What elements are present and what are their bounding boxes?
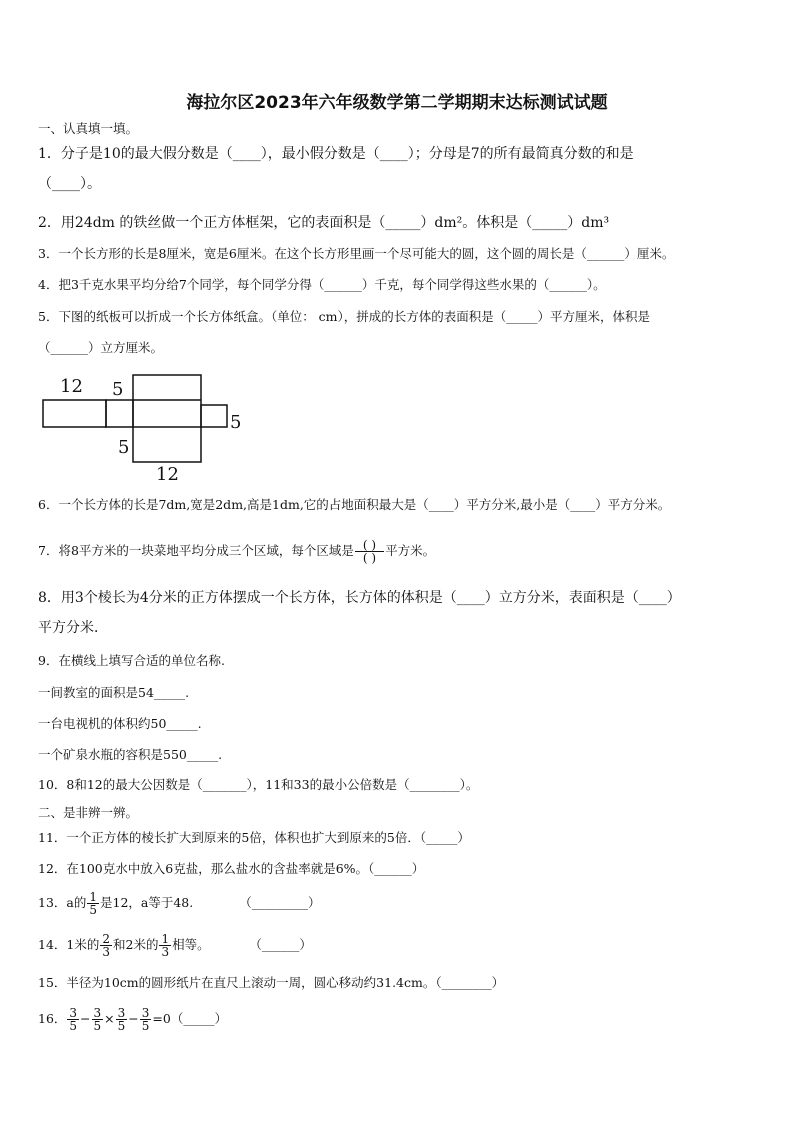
fraction-denominator: 5	[117, 1019, 126, 1033]
question-14	[38, 930, 764, 960]
net-label-5-right: 5	[230, 412, 242, 433]
question-16-fraction-1	[67, 1007, 79, 1032]
page-title: 海拉尔区2023年六年级数学第二学期期末达标测试试题	[186, 93, 608, 113]
question-3: 3．一个长方形的长是8厘米，宽是6厘米。在这个长方形里画一个尽可能大的圆，这个圆的周长是（______）厘米。	[38, 246, 675, 261]
minus-operator: −	[128, 1011, 139, 1026]
section-heading-fill: 一、认真填一填。	[38, 121, 139, 136]
fraction-denominator: 5	[69, 1019, 78, 1033]
question-13-answer-blank: （_________）	[239, 895, 321, 910]
question-7	[38, 536, 764, 566]
question-14-text: 14．1米的	[38, 937, 100, 952]
question-14-fraction-1	[100, 933, 112, 958]
question-4: 4．把3千克水果平均分给7个同学，每个同学分得（______）千克，每个同学得这些水果的（______）。	[38, 277, 606, 292]
fraction-denominator: 5	[141, 1019, 150, 1033]
question-13-text: 13．a的	[38, 895, 87, 910]
question-14-text-mid: 和2米的	[113, 937, 159, 952]
section-heading-judge: 二、是非辨一辨。	[38, 805, 139, 820]
question-7-text: 7．将8平方米的一块菜地平均分成三个区域，每个区域是	[38, 543, 354, 558]
question-13-fraction	[87, 891, 99, 916]
question-12: 12．在100克水中放入6克盐，那么盐水的含盐率就是6%。（______）	[38, 861, 425, 876]
fraction-numerator: 2	[102, 932, 110, 946]
question-1-line-1: 1．分子是10的最大假分数是（____），最小假分数是（____）；分母是7的所有最简真分数的和是	[38, 146, 634, 162]
question-11: 11．一个正方体的棱长扩大到原来的5倍，体积也扩大到原来的5倍．（_____）	[38, 830, 470, 845]
question-16	[38, 1004, 764, 1034]
minus-operator: −	[80, 1011, 91, 1026]
question-14-fraction-2	[159, 933, 171, 958]
question-16-fraction-4	[140, 1007, 152, 1032]
question-7-unit: 平方米。	[385, 543, 436, 558]
question-14-answer-blank: （______）	[255, 937, 312, 952]
question-1-line-2: （____）。	[38, 176, 101, 192]
question-16-fraction-3	[116, 1007, 128, 1032]
question-14-text-end: 相等。	[172, 937, 210, 952]
question-6: 6．一个长方体的长是7dm,宽是2dm,高是1dm,它的占地面积最大是（____）平方分米,最小是（____）平方分米。	[38, 497, 671, 512]
question-9: 9．在横线上填写合适的单位名称.	[38, 653, 225, 668]
fraction-denominator: 3	[161, 945, 170, 959]
fraction-denominator-blank: ( )	[362, 551, 377, 565]
question-9-item-a: 一间教室的面积是54_____.	[38, 685, 190, 700]
question-16-equation-end: =0（_____）	[152, 1011, 228, 1026]
net-label-5-bottom: 5	[118, 437, 130, 458]
question-13-text-end: 是12，a等于48.	[100, 895, 194, 910]
fraction-numerator: 3	[69, 1006, 78, 1020]
question-16-label: 16．	[38, 1011, 67, 1026]
fraction-denominator: 5	[93, 1019, 102, 1033]
net-label-12-top: 12	[60, 376, 83, 397]
fraction-numerator: 3	[117, 1006, 126, 1020]
net-label-12-bottom: 12	[156, 464, 179, 485]
fraction-denominator: 5	[89, 903, 97, 917]
times-operator: ×	[104, 1011, 115, 1026]
question-9-item-c: 一个矿泉水瓶的容积是550_____.	[38, 747, 223, 762]
fraction-denominator: 3	[102, 945, 110, 959]
net-label-5-top: 5	[112, 379, 124, 400]
fraction-numerator: 3	[141, 1006, 150, 1020]
fraction-numerator-blank: ( )	[355, 539, 384, 552]
question-8-line-1: 8．用3个棱长为4分米的正方体摆成一个长方体，长方体的体积是（____）立方分米，表面积是（____）	[38, 590, 681, 606]
question-15: 15．半径为10cm的圆形纸片在直尺上滚动一周，圆心移动约31.4cm。（________）	[38, 975, 505, 990]
question-5-line-1: 5．下图的纸板可以折成一个长方体纸盒。（单位： cm），拼成的长方体的表面积是（_____）平方厘米，体积是	[38, 309, 651, 324]
box-net-diagram	[38, 370, 258, 485]
fraction-numerator: 1	[161, 932, 170, 946]
fraction-numerator: 3	[93, 1006, 102, 1020]
question-5-line-2: （______）立方厘米。	[38, 340, 164, 355]
question-9-item-b: 一台电视机的体积约50_____.	[38, 716, 202, 731]
question-13	[38, 888, 764, 918]
question-2: 2．用24dm 的铁丝做一个正方体框架，它的表面积是（_____）dm²。体积是（_____）dm³	[38, 215, 610, 231]
fraction-numerator: 1	[89, 890, 97, 904]
question-16-fraction-2	[92, 1007, 104, 1032]
question-7-fraction	[355, 539, 384, 564]
question-8-line-2: 平方分米．	[38, 620, 108, 636]
question-10: 10．8和12的最大公因数是（_______），11和33的最小公倍数是（________）。	[38, 777, 479, 792]
